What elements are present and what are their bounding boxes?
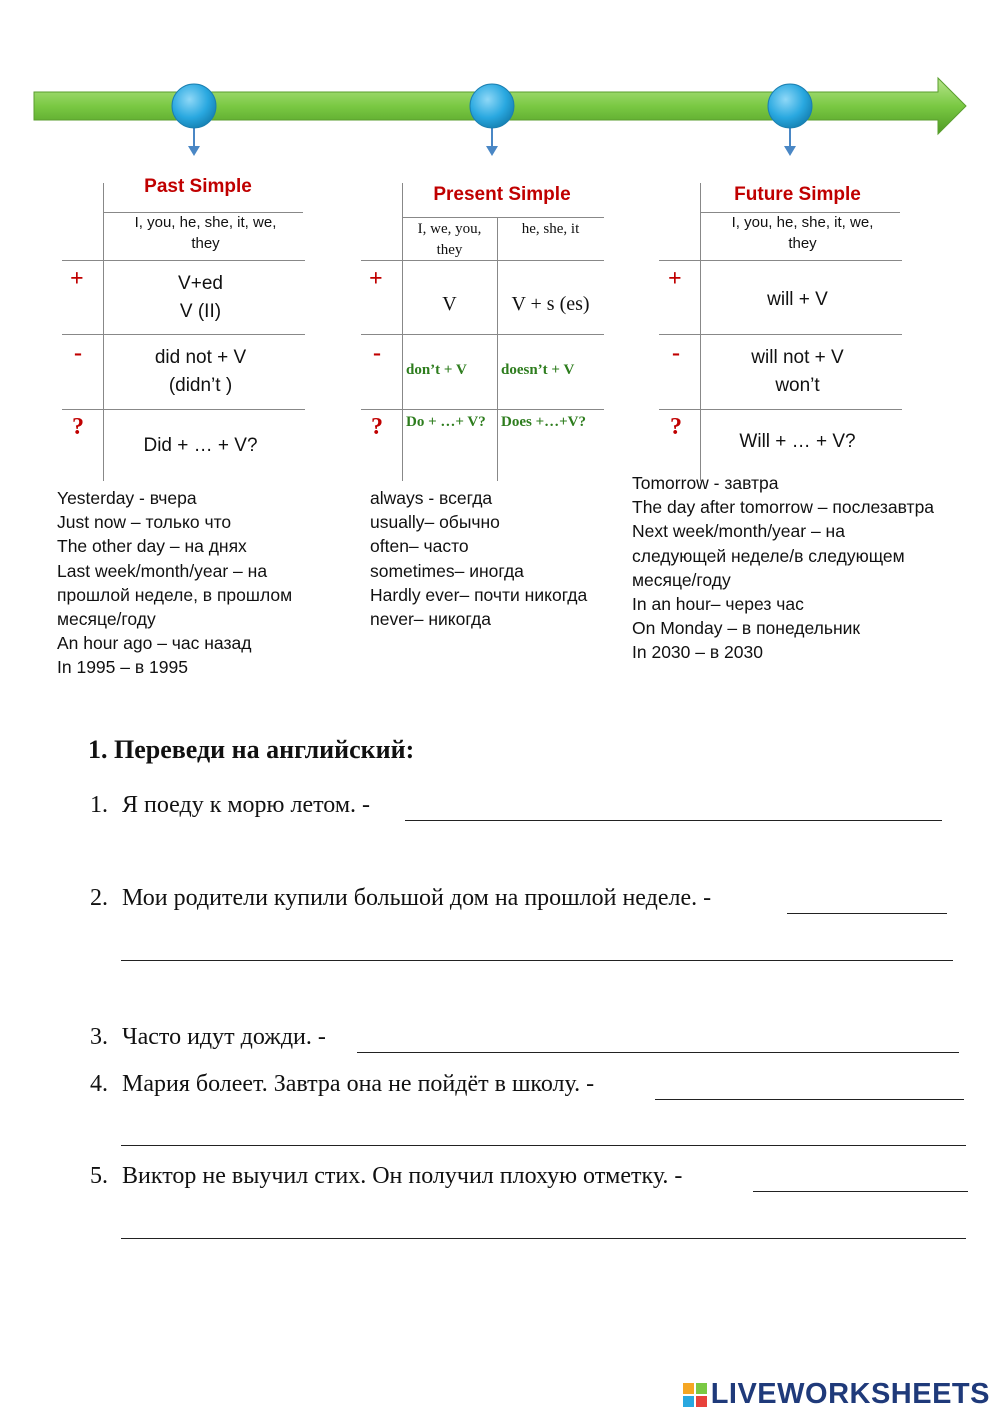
timeline-arrow: [0, 0, 1000, 170]
future-time-markers: Tomorrow - завтра The day after tomorrow – послезавтра Next week/month/year – на следующей неделе/в следующем месяце/году In an hour– через час On Monday – в понедельник In 2030 – в 2030: [632, 473, 935, 663]
answer-line-1[interactable]: [405, 820, 942, 821]
future-affirmative: will + V: [767, 289, 828, 310]
present-negative-singular: doesn’t + V: [501, 362, 575, 378]
answer-line-5a[interactable]: [753, 1191, 968, 1192]
past-plus-sign: +: [70, 266, 84, 292]
present-affirmative-plural: V: [442, 293, 457, 315]
liveworksheets-logo-icon: [683, 1383, 707, 1407]
past-negative: did not + V (didn’t ): [154, 347, 247, 396]
task-item-3: 3. Часто идут дожди. -: [90, 1024, 326, 1050]
task-item-5: 5. Виктор не выучил стих. Он получил плохую отметку. -: [90, 1163, 683, 1189]
present-col-singular: he, she, it: [521, 221, 580, 237]
answer-line-2a[interactable]: [787, 913, 947, 914]
future-question: Will + … + V?: [739, 431, 856, 452]
timeline-point-present: [470, 84, 514, 156]
past-question: Did + … + V?: [143, 435, 258, 456]
past-question-sign: ?: [72, 414, 84, 440]
past-affirmative: V+ed V (II): [178, 273, 223, 322]
task-item-1: 1. Я поеду к морю летом. -: [90, 792, 370, 818]
task-item-4: 4. Мария болеет. Завтра она не пойдёт в школу. -: [90, 1071, 595, 1097]
present-question-plural: Do + …+ V?: [406, 414, 486, 430]
timeline-point-future: [768, 84, 812, 156]
past-minus-sign: -: [74, 340, 82, 366]
present-col-plural: I, we, you, they: [417, 221, 482, 258]
future-plus-sign: +: [668, 266, 682, 292]
present-question-sign: ?: [371, 414, 383, 440]
past-pronouns: I, you, he, she, it, we, they: [134, 214, 277, 252]
future-minus-sign: -: [672, 340, 680, 366]
present-minus-sign: -: [373, 340, 381, 366]
future-question-sign: ?: [670, 414, 682, 440]
future-pronouns: I, you, he, she, it, we, they: [731, 214, 874, 252]
answer-line-5b[interactable]: [121, 1238, 966, 1239]
future-negative: will not + V won’t: [751, 347, 844, 396]
past-simple-title: Past Simple: [144, 176, 252, 197]
past-time-markers: Yesterday - вчера Just now – только что The other day – на днях Last week/month/year – на прошлой неделе, в прошлом месяце/году An hour ago – час назад In 1995 – в 1995: [57, 488, 293, 678]
present-negative-plural: don’t + V: [406, 362, 467, 378]
present-affirmative-singular: V + s (es): [511, 293, 590, 315]
answer-line-4a[interactable]: [655, 1099, 964, 1100]
liveworksheets-logo: LIVEWORKSHEETS: [683, 1378, 990, 1411]
task-title: 1. Переведи на английский:: [88, 735, 415, 764]
future-simple-title: Future Simple: [734, 184, 861, 205]
task-item-2: 2. Мои родители купили большой дом на прошлой неделе. -: [90, 885, 712, 911]
timeline-point-past: [172, 84, 216, 156]
present-simple-title: Present Simple: [433, 184, 571, 205]
present-question-singular: Does +…+V?: [501, 414, 587, 430]
present-time-markers: always - всегда usually– обычно often– часто sometimes– иногда Hardly ever– почти никогда never– никогда: [370, 488, 588, 630]
answer-line-2b[interactable]: [121, 960, 953, 961]
answer-line-4b[interactable]: [121, 1145, 966, 1146]
present-plus-sign: +: [369, 266, 383, 292]
answer-line-3[interactable]: [357, 1052, 959, 1053]
